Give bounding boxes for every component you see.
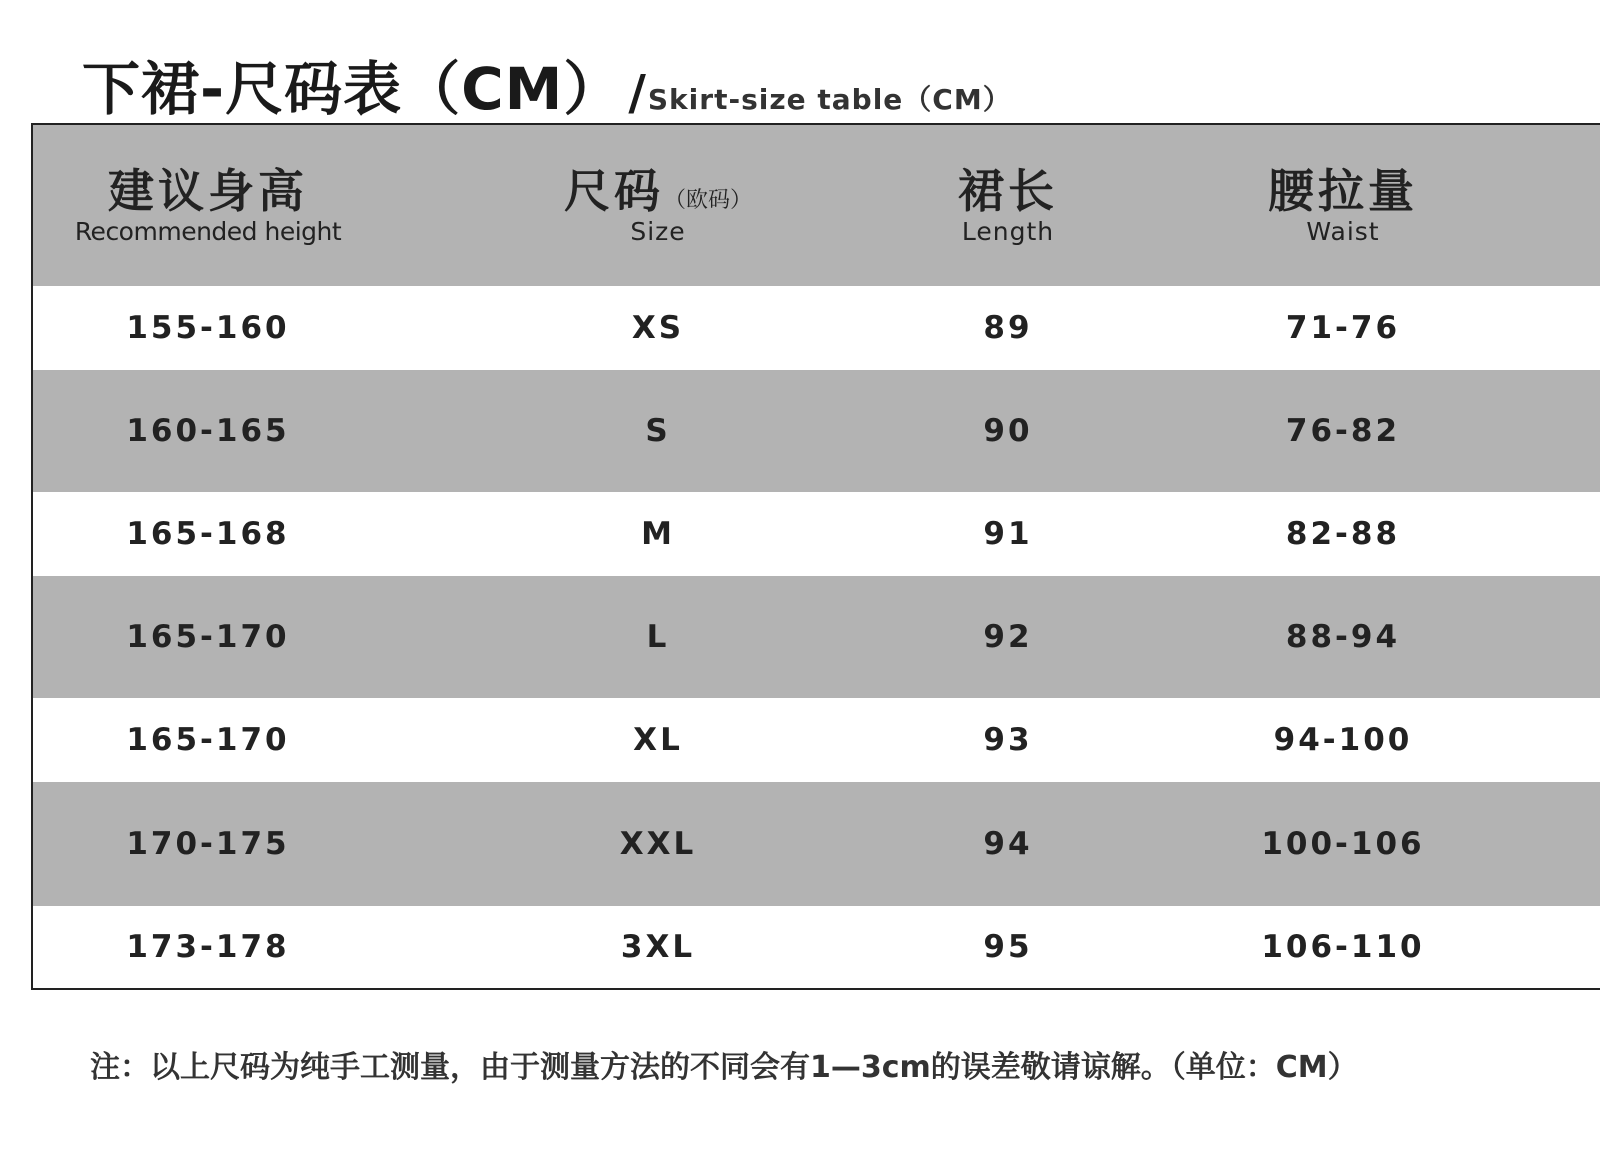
measurement-note: 注：以上尺码为纯手工测量，由于测量方法的不同会有1—3cm的误差敬请谅解。（单位：CM） <box>90 1050 1358 1085</box>
table-row <box>33 576 1600 698</box>
cell-length: 95 <box>983 929 1033 965</box>
cell-waist: 94-100 <box>1273 722 1413 758</box>
cell-waist: 100-106 <box>1261 826 1425 862</box>
cell-size: XS <box>631 310 685 346</box>
title-separator: / <box>628 65 646 121</box>
header-cn-label: 建议身高 <box>108 164 308 219</box>
table-row <box>33 286 1600 370</box>
header-sub-label: （欧码） <box>663 188 752 214</box>
header-length <box>933 125 1083 286</box>
table-header-row <box>33 125 1600 286</box>
cell-height: 173-178 <box>126 929 290 965</box>
cell-size: XL <box>633 722 683 758</box>
table-row <box>33 906 1600 988</box>
title-chinese: 下裙-尺码表（CM） <box>82 55 623 123</box>
table-row <box>33 698 1600 782</box>
cell-height: 155-160 <box>126 310 290 346</box>
cell-height: 170-175 <box>126 826 290 862</box>
cell-length: 90 <box>983 413 1033 449</box>
header-en-label: Waist <box>1306 217 1380 247</box>
title-english: Skirt-size table（CM） <box>647 83 1012 116</box>
cell-size: 3XL <box>620 929 696 965</box>
cell-size: XXL <box>619 826 697 862</box>
size-table <box>31 123 1600 990</box>
cell-height: 165-170 <box>126 722 290 758</box>
header-cn-label: 尺码 <box>563 164 664 219</box>
table-row <box>33 782 1600 906</box>
cell-height: 165-170 <box>126 619 290 655</box>
header-waist <box>1083 125 1600 286</box>
cell-length: 94 <box>983 826 1033 862</box>
table-row <box>33 370 1600 492</box>
cell-height: 165-168 <box>126 516 290 552</box>
cell-waist: 76-82 <box>1285 413 1401 449</box>
cell-size: L <box>646 619 670 655</box>
cell-length: 92 <box>983 619 1033 655</box>
header-recommended-height <box>33 125 383 286</box>
cell-size: S <box>645 413 671 449</box>
header-en-label: Size <box>630 217 686 247</box>
header-cn-label: 裙长 <box>958 164 1058 219</box>
table-row <box>33 492 1600 576</box>
cell-waist: 88-94 <box>1285 619 1401 655</box>
cell-waist: 82-88 <box>1285 516 1401 552</box>
cell-waist: 106-110 <box>1261 929 1425 965</box>
page-title <box>82 42 1012 126</box>
cell-length: 89 <box>983 310 1033 346</box>
header-cn-label: 腰拉量 <box>1268 164 1418 219</box>
header-en-label: Length <box>961 217 1055 247</box>
cell-height: 160-165 <box>126 413 290 449</box>
cell-size: M <box>641 516 675 552</box>
header-size <box>383 125 933 286</box>
cell-length: 91 <box>983 516 1033 552</box>
cell-length: 93 <box>983 722 1033 758</box>
header-en-label: Recommended height <box>74 217 342 247</box>
cell-waist: 71-76 <box>1285 310 1401 346</box>
